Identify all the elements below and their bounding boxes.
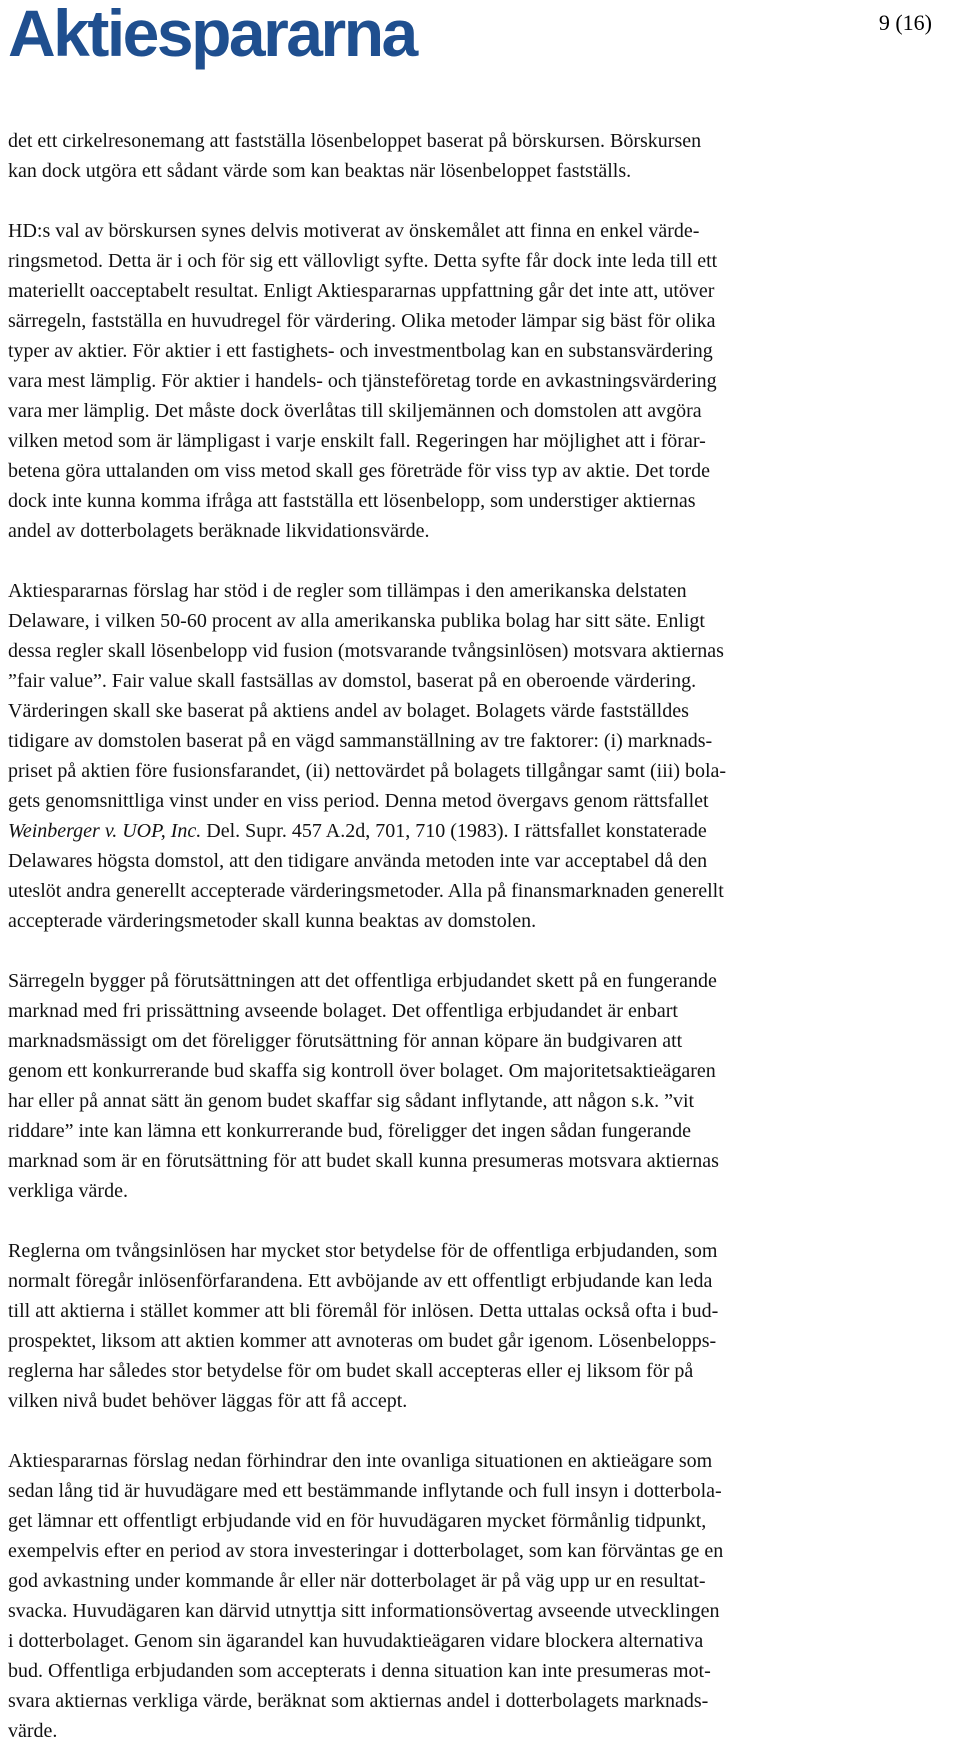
case-citation: Weinberger v. UOP, Inc. <box>8 820 202 842</box>
text-line: ”fair value”. Fair value skall fastsällas av domstol, baserat på en oberoende värdering. <box>8 670 697 692</box>
paragraph-6 <box>8 1446 943 1746</box>
text-line: dock inte kunna komma ifråga att fastställa ett lösenbelopp, som understiger aktiernas <box>8 490 696 512</box>
paragraph-3 <box>8 576 943 936</box>
text-line: sedan lång tid är huvudägare med ett bestämmande inflytande och full insyn i dotterbola- <box>8 1480 722 1502</box>
text-line: typer av aktier. För aktier i ett fastighets- och investmentbolag kan en substansvärdering <box>8 340 713 362</box>
text-line: marknad med fri prissättning avseende bolaget. Det offentliga erbjudandet är enbart <box>8 1000 678 1022</box>
text-line: värde. <box>8 1720 58 1742</box>
text-line: priset på aktien före fusionsfarandet, (ii) nettovärdet på bolagets tillgångar samt (iii) bola- <box>8 760 727 782</box>
text-line: Värderingen skall ske baserat på aktiens andel av bolaget. Bolagets värde fastställdes <box>8 700 689 722</box>
text-line: god avkastning under kommande år eller när dotterbolaget är på väg upp ur en resultat- <box>8 1570 706 1592</box>
aktiespararna-logo: Aktiespararna <box>8 0 416 70</box>
text-line: vilken metod som är lämpligast i varje enskilt fall. Regeringen har möjlighet att i förar- <box>8 430 706 452</box>
text-line: har eller på annat sätt än genom budet skaffar sig sådant inflytande, att någon s.k. ”vit <box>8 1090 695 1112</box>
paragraph-2 <box>8 216 943 546</box>
paragraph-4 <box>8 966 943 1206</box>
text-line: vara mer lämplig. Det måste dock överlåtas till skiljemännen och domstolen att avgöra <box>8 400 702 422</box>
text-line: marknadsmässigt om det föreligger förutsättning för annan köpare än budgivaren att <box>8 1030 683 1052</box>
text-line: HD:s val av börskursen synes delvis motiverat av önskemålet att finna en enkel värde- <box>8 220 700 242</box>
text-line: Reglerna om tvångsinlösen har mycket stor betydelse för de offentliga erbjudanden, som <box>8 1240 718 1262</box>
text-line: marknad som är en förutsättning för att budet skall kunna presumeras motsvara aktiernas <box>8 1150 719 1172</box>
text-line: verkliga värde. <box>8 1180 128 1202</box>
text-line: exempelvis efter en period av stora investeringar i dotterbolaget, som kan förväntas ge en <box>8 1540 724 1562</box>
text-line: dessa regler skall lösenbelopp vid fusion (motsvarande tvångsinlösen) motsvara aktiernas <box>8 640 724 662</box>
text-line: andel av dotterbolagets beräknade likvidationsvärde. <box>8 520 430 542</box>
text-line: tidigare av domstolen baserat på en vägd sammanställning av tre faktorer: (i) marknads- <box>8 730 713 752</box>
text-line: genom ett konkurrerande bud skaffa sig kontroll över bolaget. Om majoritetsaktieägaren <box>8 1060 716 1082</box>
case-citation-rest: Del. Supr. 457 A.2d, 701, 710 (1983). I rättsfallet konstaterade <box>201 820 707 842</box>
text-line: svara aktiernas verkliga värde, beräknat som aktiernas andel i dotterbolagets marknads- <box>8 1690 709 1712</box>
text-line: särregeln, fastställa en huvudregel för värdering. Olika metoder lämpar sig bäst för olika <box>8 310 716 332</box>
text-line: ringsmetod. Detta är i och för sig ett vällovligt syfte. Detta syfte får dock inte leda till ett <box>8 250 718 272</box>
text-line: bud. Offentliga erbjudanden som accepterats i denna situation kan inte presumeras mot- <box>8 1660 711 1682</box>
text-line: prospektet, liksom att aktien kommer att avnoteras om budet går igenom. Lösenbelopps- <box>8 1330 717 1352</box>
text-line: uteslöt andra generellt accepterade värderingsmetoder. Alla på finansmarknaden generellt <box>8 880 724 902</box>
text-line: gets genomsnittliga vinst under en viss period. Denna metod övergavs genom rättsfallet <box>8 790 709 812</box>
text-line: kan dock utgöra ett sådant värde som kan beaktas när lösenbeloppet fastställs. <box>8 160 632 182</box>
paragraph-1 <box>8 126 943 186</box>
paragraph-3-end-lines <box>8 846 943 936</box>
text-line: vilken nivå budet behöver läggas för att få accept. <box>8 1390 408 1412</box>
text-line: svacka. Huvudägaren kan därvid utnyttja sitt informationsövertag avseende utvecklingen <box>8 1600 720 1622</box>
text-line: Aktiespararnas förslag har stöd i de regler som tillämpas i den amerikanska delstaten <box>8 580 687 602</box>
paragraph-3-case-line <box>8 816 943 846</box>
text-line: reglerna har således stor betydelse för om budet skall accepteras eller ej liksom för på <box>8 1360 694 1382</box>
text-line: det ett cirkelresonemang att fastställa lösenbeloppet baserat på börskursen. Börskursen <box>8 130 702 152</box>
paragraph-5 <box>8 1236 943 1416</box>
text-line: normalt föregår inlösenförfarandena. Ett avböjande av ett offentligt erbjudande kan leda <box>8 1270 713 1292</box>
text-line: till att aktierna i stället kommer att bli föremål för inlösen. Detta uttalas också ofta i bud- <box>8 1300 719 1322</box>
text-line: Aktiespararnas förslag nedan förhindrar den inte ovanliga situationen en aktieägare som <box>8 1450 713 1472</box>
page-number: 9 (16) <box>878 10 932 35</box>
text-line: accepterade värderingsmetoder skall kunna beaktas av domstolen. <box>8 910 537 932</box>
text-line: Särregeln bygger på förutsättningen att det offentliga erbjudandet skett på en fungerande <box>8 970 717 992</box>
text-line: get lämnar ett offentligt erbjudande vid en för huvudägaren mycket förmånlig tidpunkt, <box>8 1510 707 1532</box>
text-line: betena göra uttalanden om viss metod skall ges företräde för viss typ av aktie. Det torde <box>8 460 711 482</box>
text-line: riddare” inte kan lämna ett konkurrerande bud, föreligger det ingen sådan fungerande <box>8 1120 692 1142</box>
text-line: Delaware, i vilken 50-60 procent av alla amerikanska publika bolag har sitt säte. Enligt <box>8 610 705 632</box>
text-line: i dotterbolaget. Genom sin ägarandel kan huvudaktieägaren vidare blockera alternativa <box>8 1630 704 1652</box>
text-line: vara mest lämplig. För aktier i handels- och tjänsteföretag torde en avkastningsvärdering <box>8 370 717 392</box>
body-text <box>8 126 943 1746</box>
text-line: Delawares högsta domstol, att den tidigare använda metoden inte var acceptabel då den <box>8 850 708 872</box>
text-line: materiellt oacceptabelt resultat. Enligt Aktiespararnas uppfattning går det inte att, utöver <box>8 280 715 302</box>
paragraph-3-lines <box>8 576 943 816</box>
